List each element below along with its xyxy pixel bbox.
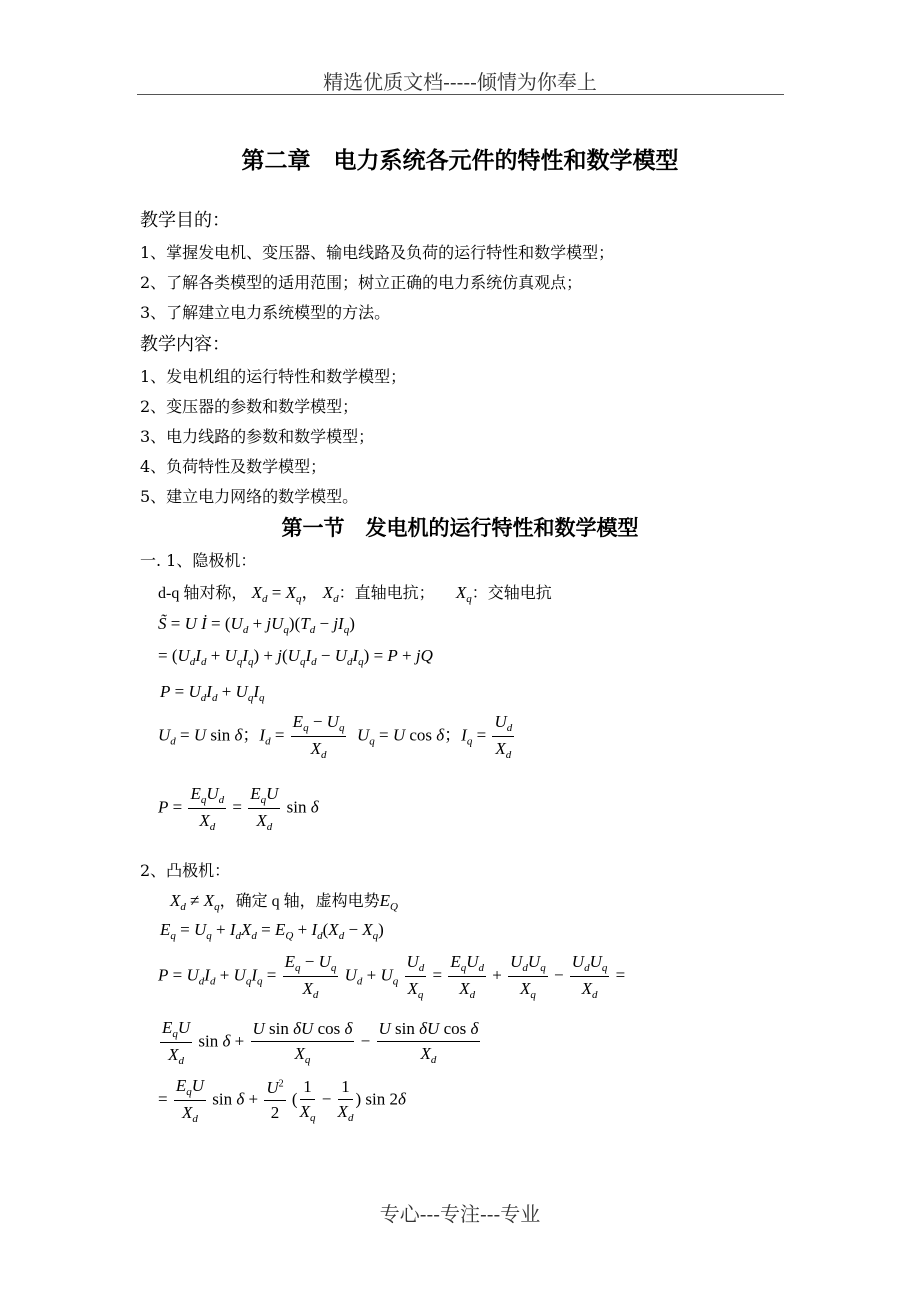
objectives-label: 教学目的：: [140, 210, 230, 231]
quadrature-axis-text: ：交轴电抗: [471, 585, 552, 602]
equation: $E_q = U_q + I_dX_d = E_Q + I_d(X_d - X_q)$: [160, 920, 384, 942]
content-item: 5、建立电力网络的数学模型。: [140, 487, 359, 506]
page-header: 精选优质文档-----倾情为你奉上: [323, 70, 597, 94]
subsection-label: 一. 1、隐极机：: [140, 551, 257, 570]
subsection-label: 2、凸极机：: [140, 861, 231, 880]
equation: $U_d = U$ sin δ；$I_d$ = $\frac{E_q - U_q}{X_d}$ $U_q = U$ cos δ；$I_q$ = $\frac{U_d}{X_d}$: [158, 712, 513, 761]
equation-line: $X_d \ne X_q$，确定 q 轴，虚构电势$E_Q$: [170, 891, 398, 913]
equation: S̃ = U İ = $(U_d + jU_q)(T_d - jI_q)$: [158, 614, 355, 636]
dq-text: d-q 轴对称，: [158, 585, 248, 602]
contents-label: 教学内容：: [140, 334, 230, 355]
content-item: 2、变压器的参数和数学模型；: [140, 397, 359, 416]
objective-item: 3、了解建立电力系统模型的方法。: [140, 303, 391, 322]
equation-line: d-q 轴对称， $X_d = X_q$， $X_d$：直轴电抗； $X_q$：交轴电抗: [158, 583, 552, 605]
content-item: 3、电力线路的参数和数学模型；: [140, 427, 375, 446]
equation: $P = U_dI_d + U_qI_q$ = $\frac{E_q - U_q}{X_d}$ $U_d + U_q$ $\frac{U_d}{X_q}$ = $\frac{E_qU_d}{X_d}$ + $\frac{U_dU_q}{X_q}$ − $\frac{U_dU_q}{X_d}$ =: [158, 952, 626, 1001]
page-footer: 专心---专注---专业: [379, 1202, 541, 1226]
equation: $\frac{E_qU}{X_d}$ sin δ + $\frac{\text{U sin δU cos δ}}{X_q}$ − $\frac{\text{U sin δU cos δ}}{X_d}$: [162, 1018, 479, 1067]
equation: $P = U_dI_d + U_qI_q$: [160, 682, 265, 704]
objective-item: 2、了解各类模型的适用范围；树立正确的电力系统仿真观点；: [140, 273, 583, 292]
content-item: 1、发电机组的运行特性和数学模型；: [140, 367, 407, 386]
salient-pole-text: ，确定 q 轴，虚构电势: [219, 893, 380, 910]
header-divider: [137, 94, 784, 95]
direct-axis-text: ：直轴电抗；: [338, 585, 435, 602]
equation: P = $\frac{E_qU_d}{X_d}$ = $\frac{E_qU}{X_d}$ sin δ: [158, 784, 319, 833]
content-item: 4、负荷特性及数学模型；: [140, 457, 327, 476]
section-title: 第一节 发电机的运行特性和数学模型: [281, 515, 639, 540]
chapter-title: 第二章 电力系统各元件的特性和数学模型: [241, 147, 679, 174]
equation: = $(U_dI_d + U_qI_q) + j(U_qI_d - U_dI_q) = P$ + jQ: [158, 646, 433, 668]
equation: = $\frac{E_qU}{X_d}$ sin δ + $\frac{U^2}{2}$ ( $\frac{1}{X_q}$ − $\frac{1}{X_d}$ ) sin 2δ: [158, 1076, 406, 1125]
objective-item: 1、掌握发电机、变压器、输电线路及负荷的运行特性和数学模型；: [140, 243, 615, 262]
